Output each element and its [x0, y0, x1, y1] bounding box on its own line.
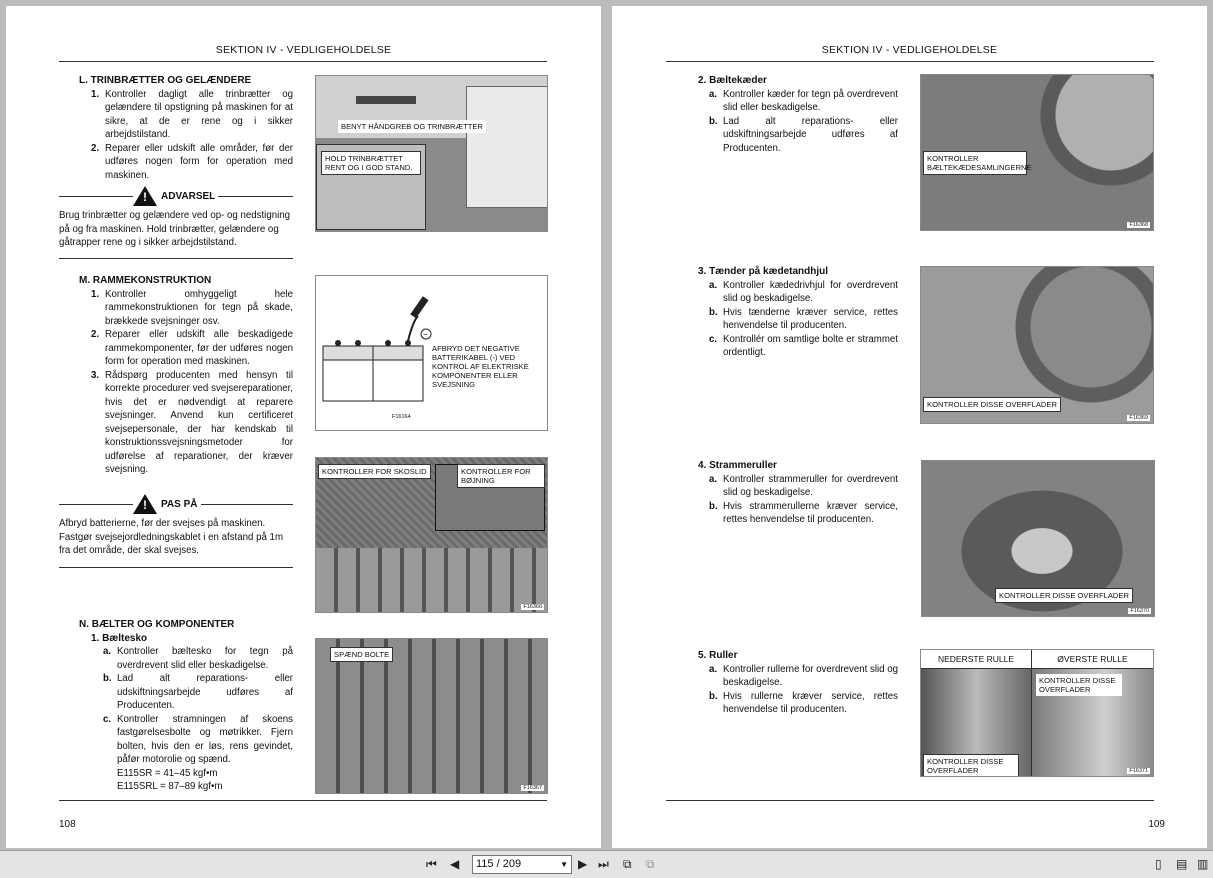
- right-page: [612, 6, 1207, 848]
- page-number: 108: [59, 819, 76, 830]
- section-n-title: N. BÆLTER OG KOMPONENTER: [79, 619, 235, 630]
- header-rule: [59, 61, 547, 62]
- spec-line: E115SR = 41–45 kgf•m: [117, 767, 218, 779]
- list-item: a. Kontroller kædedrivhjul for overdrevent slid og beskadigelse.: [709, 279, 898, 304]
- fig-label: KONTROLLER DISSE OVERFLADER: [1036, 674, 1122, 696]
- first-page-icon[interactable]: ⏮: [426, 857, 437, 871]
- page-select[interactable]: 115 / 209 ▼: [472, 855, 572, 874]
- figure-number: F16371: [1129, 768, 1148, 774]
- section-n-subtitle: 1. Bæltesko: [91, 632, 148, 644]
- section-m-title: M. RAMMEKONSTRUKTION: [79, 275, 212, 286]
- list-item: a. Kontroller rullerne for overdrevent slid og beskadigelse.: [709, 663, 898, 688]
- list-item: b. Lad alt reparations- eller udskiftningsarbejde udføres af Producenten.: [709, 115, 898, 154]
- figure-number: F16368: [1129, 222, 1148, 228]
- section-title: 5. Ruller: [698, 650, 738, 661]
- section-sprocket: [698, 265, 898, 360]
- list-item: a. Kontroller kæder for tegn på overdrevent slid eller beskadigelse.: [709, 88, 898, 113]
- list-item: b. Lad alt reparations- eller udskiftningsarbejde udføres af Producenten.: [103, 673, 293, 711]
- fig-label: KONTROLLER DISSE OVERFLADER: [923, 397, 1061, 412]
- figure-number: F16367: [523, 785, 542, 791]
- caution-text: Afbryd batterierne, før der svejses på maskinen. Fastgør svejsejordledningskablet i en afstand på 1m fra det område, der skal svejses.: [59, 518, 284, 556]
- viewer-toolbar: [0, 850, 1213, 878]
- list-item: c. Kontroller stramningen af skoens fastgørelsesbolte og møtrikker. Fjern bolten, hvis den er løs, rens gevindet, påfør motorolie og spænd.: [103, 713, 293, 765]
- go-back-icon[interactable]: ⧉: [623, 857, 632, 871]
- fig-label: SPÆND BOLTE: [330, 647, 393, 662]
- section-n: [79, 618, 293, 794]
- next-page-icon[interactable]: ▶: [578, 857, 588, 871]
- list-item: a. Kontroller bæltesko for tegn på overdrevent slid eller beskadigelse.: [103, 646, 293, 671]
- steps-figure: [315, 75, 548, 232]
- last-page-icon[interactable]: ⏭: [598, 857, 609, 871]
- fig-label: ØVERSTE RULLE: [1032, 650, 1153, 669]
- footer-rule: [59, 800, 547, 801]
- left-page: [6, 6, 601, 848]
- list-item: b. Hvis rullerne kræver service, rettes henvendelse til producenten.: [709, 690, 898, 715]
- page-number: 109: [1148, 819, 1165, 830]
- track-figure: [315, 457, 548, 613]
- figure-number: F16369: [1129, 415, 1148, 421]
- section-idlers: [698, 459, 898, 527]
- two-page-view-icon[interactable]: ▥: [1197, 857, 1209, 871]
- fig-label: KONTROLLER DISSE OVERFLADER: [923, 754, 1019, 777]
- section-m: [79, 274, 293, 477]
- fig-label: KONTROLLER FOR SKOSLID: [318, 464, 431, 479]
- svg-text:−: −: [423, 330, 428, 339]
- warning-triangle-icon: !: [133, 494, 157, 514]
- list-item: 2. Reparer eller udskift alle områder, før der udføres nogen form for operation med maskinen.: [91, 142, 293, 181]
- spec-line: E115SRL = 87–89 kgf•m: [117, 781, 223, 792]
- battery-figure: [315, 275, 548, 431]
- warning-text: Brug trinbrætter og gelændere ved op- og nedstigning på og fra maskinen. Hold trinbrætter, gelændere og gåtrapper rene og i sikker arbejdstilstand.: [59, 210, 291, 248]
- caution-banner: ! PAS PÅ: [59, 494, 293, 514]
- list-item: 1. Kontroller omhyggeligt hele rammekonstruktionen for tegn på skade, brækkede svejsninger osv.: [91, 288, 293, 327]
- single-page-view-icon[interactable]: ▯: [1155, 857, 1162, 871]
- header-rule: [666, 61, 1154, 62]
- list-item: 3. Rådspørg producenten med hensyn til korrekte procedurer ved svejsereparationer, hvis det er nødvendigt at reparere svejsninger. Anvend kun certificeret svejsepersonale, der har kendskab til konstruktionssvejsningsmetoder for udførelse af reparationer, der kræver svejsning.: [91, 369, 293, 475]
- prev-page-icon[interactable]: ◀: [450, 857, 460, 871]
- list-item: 2. Reparer eller udskift alle beskadigede rammekomponenter, før der udføres nogen form for operation med maskinen.: [91, 329, 293, 367]
- chain-figure: [920, 74, 1154, 231]
- section-title: 4. Strammeruller: [698, 460, 777, 471]
- section-chains: [698, 74, 898, 155]
- section-l: [79, 74, 293, 182]
- figure-number: F16164: [392, 414, 411, 420]
- fig-label: KONTROLLER BÆLTEKÆDESAMLINGERNE: [923, 151, 1027, 175]
- divider: [59, 567, 293, 568]
- chevron-down-icon: ▼: [560, 860, 568, 869]
- list-item: 1. Kontroller dagligt alle trinbrætter og gelændere til opstigning på maskinen for at sikre, at de er rene og i sikker arbejdstilstand.: [91, 88, 293, 140]
- continuous-view-icon[interactable]: ▤: [1176, 857, 1188, 871]
- fig-label: BENYT HÅNDGREB OG TRINBRÆTTER: [338, 120, 486, 133]
- figure-number: F16370: [1130, 608, 1149, 614]
- page-header: SEKTION IV - VEDLIGEHOLDELSE: [215, 44, 392, 56]
- warning-triangle-icon: !: [133, 186, 157, 206]
- sprocket-figure: [920, 266, 1154, 424]
- fig-label: KONTROLLER DISSE OVERFLADER: [995, 588, 1133, 603]
- section-title: 3. Tænder på kædetandhjul: [698, 266, 829, 277]
- roller-figure: [920, 649, 1154, 777]
- fig-label: AFBRYD DET NEGATIVE BATTERIKABEL (-) VED KONTROL AF ELEKTRISKE KOMPONENTER ELLER SVEJSNING: [432, 344, 529, 389]
- fig-label: NEDERSTE RULLE: [921, 650, 1032, 669]
- section-l-title: L. TRINBRÆTTER OG GELÆNDERE: [79, 75, 252, 86]
- list-item: a. Kontroller strammeruller for overdrevent slid og beskadigelse.: [709, 473, 898, 498]
- idler-figure: [921, 460, 1155, 617]
- go-forward-icon[interactable]: ⧉: [646, 857, 655, 871]
- list-item: b. Hvis strammerullerne kræver service, rettes henvendelse til producenten.: [709, 500, 898, 525]
- page-header: SEKTION IV - VEDLIGEHOLDELSE: [821, 44, 998, 56]
- list-item: c. Kontrollér om samtlige bolte er strammet ordentligt.: [709, 333, 898, 358]
- warning-banner: ! ADVARSEL: [59, 186, 293, 206]
- section-rollers: [698, 649, 898, 717]
- fig-label: KONTROLLER FOR BØJNING: [457, 464, 545, 488]
- footer-rule: [666, 800, 1154, 801]
- divider: [59, 258, 293, 259]
- list-item: b. Hvis tænderne kræver service, rettes henvendelse til producenten.: [709, 306, 898, 331]
- fig-label: HOLD TRINBRÆTTET RENT OG I GOD STAND.: [321, 151, 421, 175]
- battery-icon: [318, 286, 433, 426]
- shoe-figure: [315, 638, 548, 794]
- figure-number: F16366: [523, 604, 542, 610]
- section-title: 2. Bæltekæder: [698, 75, 767, 86]
